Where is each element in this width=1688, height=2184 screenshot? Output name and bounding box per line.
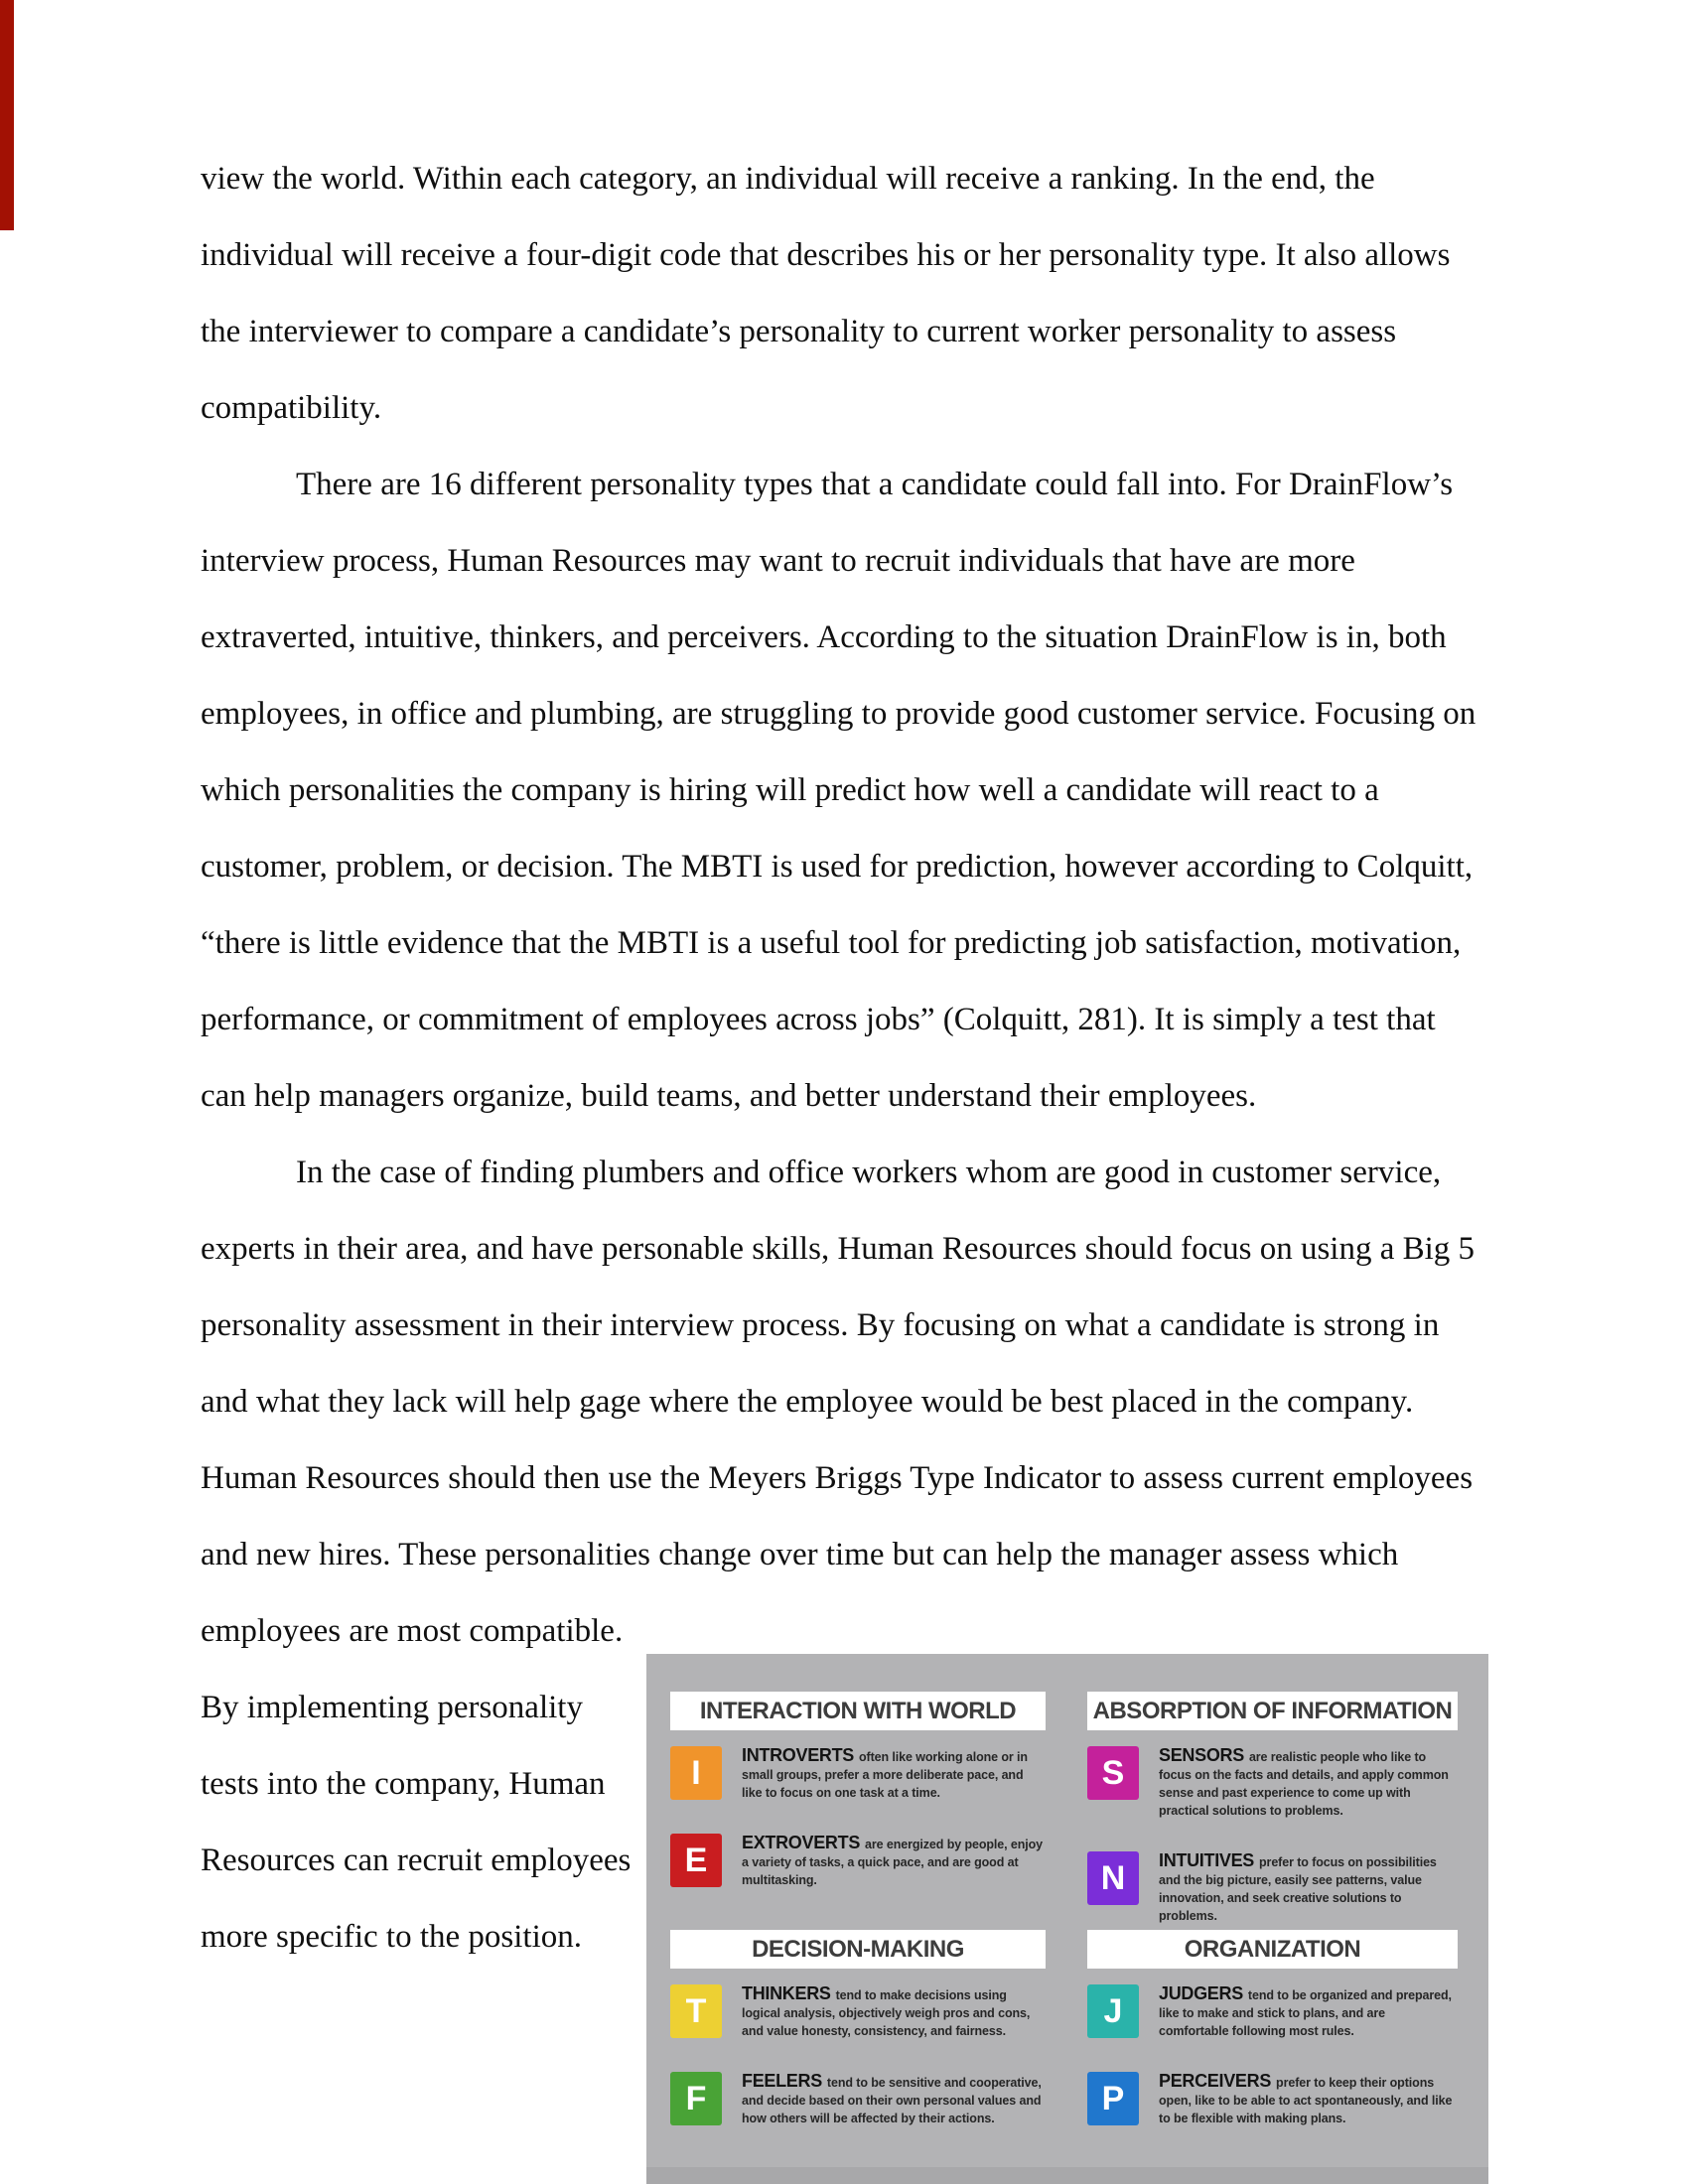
letter-tile-s: S xyxy=(1087,1746,1139,1800)
text-line: compatibility. xyxy=(201,390,382,426)
personality-description xyxy=(1159,1746,1458,1820)
margin-marker-bar xyxy=(0,0,14,230)
text-line: can help managers organize, build teams, and better understand their employees. xyxy=(201,1078,1257,1114)
personality-desc-text: tend to make decisions using logical analysis, objectively weigh pros and cons, and value honesty, consistency, and fairness. xyxy=(742,1988,1031,2038)
personality-name: SENSORS xyxy=(1159,1745,1244,1765)
personality-name: FEELERS xyxy=(742,2071,822,2091)
text-line: tests into the company, Human xyxy=(201,1766,606,1802)
personality-desc-text: tend to be sensitive and cooperative, and decide based on their own personal values and how others will be affected by their actions. xyxy=(742,2076,1042,2125)
text-line: Resources can recruit employees xyxy=(201,1843,632,1878)
personality-description xyxy=(742,2072,1046,2127)
section-header: INTERACTION WITH WORLD xyxy=(670,1692,1046,1730)
text-line: There are 16 different personality types that a candidate could fall into. For DrainFlow’s xyxy=(296,467,1454,502)
infographic-bottom-edge xyxy=(646,2167,1488,2184)
personality-desc-text: tend to be organized and prepared, like to make and stick to plans, and are comfortable following most rules. xyxy=(1159,1988,1452,2038)
text-line: view the world. Within each category, an individual will receive a ranking. In the end, the xyxy=(201,161,1375,197)
personality-desc-text: prefer to keep their options open, like to be able to act spontaneously, and like to be flexible with making plans. xyxy=(1159,2076,1453,2125)
text-line: employees, in office and plumbing, are struggling to provide good customer service. Focusing on xyxy=(201,696,1477,732)
letter-tile-n: N xyxy=(1087,1851,1139,1905)
personality-desc-text: are realistic people who like to focus on the facts and details, and apply common sense and past experience to come up with practical solutions to problems. xyxy=(1159,1750,1449,1818)
text-line: In the case of finding plumbers and office workers whom are good in customer service, xyxy=(296,1155,1442,1190)
letter-tile-p: P xyxy=(1087,2072,1139,2125)
text-line: the interviewer to compare a candidate’s personality to current worker personality to assess xyxy=(201,314,1397,349)
personality-item-introverts xyxy=(670,1746,1046,1802)
text-line: By implementing personality xyxy=(201,1690,583,1725)
personality-item-thinkers xyxy=(670,1984,1046,2040)
text-line: extraverted, intuitive, thinkers, and perceivers. According to the situation DrainFlow is in, both xyxy=(201,619,1447,655)
personality-name: PERCEIVERS xyxy=(1159,2071,1272,2091)
text-line: personality assessment in their interview process. By focusing on what a candidate is strong in xyxy=(201,1307,1440,1343)
personality-name: INTUITIVES xyxy=(1159,1850,1255,1870)
personality-item-judgers xyxy=(1087,1984,1458,2040)
text-line: interview process, Human Resources may want to recruit individuals that have are more xyxy=(201,543,1355,579)
text-line: employees are most compatible. xyxy=(201,1613,624,1649)
personality-name: THINKERS xyxy=(742,1983,831,2003)
personality-item-sensors xyxy=(1087,1746,1458,1820)
personality-item-perceivers xyxy=(1087,2072,1458,2127)
personality-desc-text: are energized by people, enjoy a variety of tasks, a quick pace, and are good at multitasking. xyxy=(742,1838,1044,1887)
section-header: ORGANIZATION xyxy=(1087,1930,1458,1969)
personality-description xyxy=(1159,1851,1458,1925)
letter-tile-j: J xyxy=(1087,1984,1139,2038)
text-line: individual will receive a four-digit code that describes his or her personality type. It also allows xyxy=(201,237,1451,273)
personality-desc-text: often like working alone or in small groups, prefer a more deliberate pace, and like to focus on one task at a time. xyxy=(742,1750,1028,1800)
personality-name: EXTROVERTS xyxy=(742,1833,861,1852)
text-line: experts in their area, and have personable skills, Human Resources should focus on using a Big 5 xyxy=(201,1231,1476,1267)
section-header: DECISION-MAKING xyxy=(670,1930,1046,1969)
text-line: “there is little evidence that the MBTI is a useful tool for predicting job satisfaction, motivation, xyxy=(201,925,1462,961)
personality-item-feelers xyxy=(670,2072,1046,2127)
personality-description xyxy=(742,1746,1046,1802)
text-line: and new hires. These personalities change over time but can help the manager assess which xyxy=(201,1537,1399,1572)
personality-item-intuitives xyxy=(1087,1851,1458,1925)
letter-tile-i: I xyxy=(670,1746,722,1800)
text-line: Human Resources should then use the Meyers Briggs Type Indicator to assess current employees xyxy=(201,1460,1474,1496)
letter-tile-f: F xyxy=(670,2072,722,2125)
personality-name: INTROVERTS xyxy=(742,1745,855,1765)
personality-description xyxy=(742,1834,1046,1889)
infographic-grid xyxy=(670,1692,1458,2184)
personality-desc-text: prefer to focus on possibilities and the big picture, easily see patterns, value innovation, and seek creative solutions to problems. xyxy=(1159,1855,1437,1923)
letter-tile-t: T xyxy=(670,1984,722,2038)
mbti-infographic xyxy=(646,1654,1488,2184)
text-line: which personalities the company is hiring will predict how well a candidate will react to a xyxy=(201,772,1379,808)
personality-description xyxy=(1159,1984,1458,2040)
letter-tile-e: E xyxy=(670,1834,722,1887)
section-decision-making xyxy=(670,1930,1046,2184)
text-line: and what they lack will help gage where the employee would be best placed in the company. xyxy=(201,1384,1414,1420)
section-organization xyxy=(1087,1930,1458,2184)
personality-name: JUDGERS xyxy=(1159,1983,1243,2003)
section-absorption-of-information xyxy=(1087,1692,1458,1930)
text-line: more specific to the position. xyxy=(201,1919,582,1955)
section-header: ABSORPTION OF INFORMATION xyxy=(1087,1692,1458,1730)
text-line: performance, or commitment of employees across jobs” (Colquitt, 281). It is simply a test that xyxy=(201,1002,1436,1037)
text-line: customer, problem, or decision. The MBTI is used for prediction, however according to Colquitt, xyxy=(201,849,1474,885)
personality-item-extroverts xyxy=(670,1834,1046,1889)
section-interaction-with-world xyxy=(670,1692,1046,1930)
personality-description xyxy=(742,1984,1046,2040)
personality-description xyxy=(1159,2072,1458,2127)
